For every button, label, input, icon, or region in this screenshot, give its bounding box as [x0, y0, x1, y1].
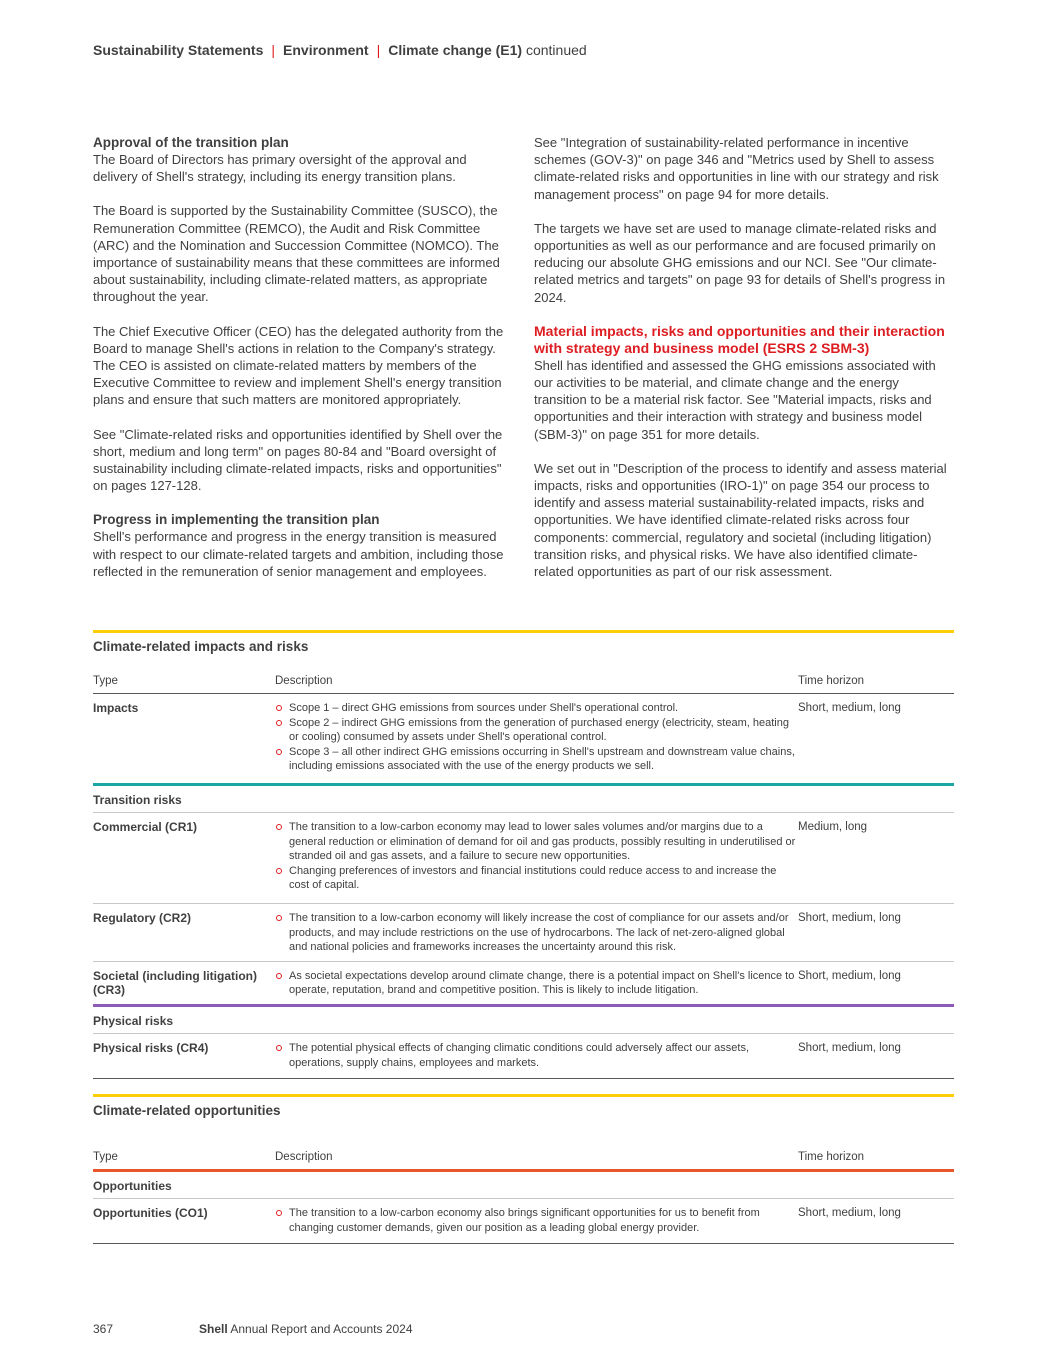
table-row: [93, 904, 954, 961]
paragraph: Shell has identified and assessed the GHG emissions associated with our activities to be material, and climate change and the energy transition to be a material risk factor. See "Material impacts, risks and opportunities and their interaction with strategy and business model (SBM-3)" on page 351 for more details.: [534, 357, 936, 442]
table-row: [93, 1199, 954, 1241]
row-time: Short, medium, long: [798, 702, 901, 714]
paragraph: See "Integration of sustainability-related performance in incentive schemes (GOV-3)" on page 346 and "Metrics used by Shell to assess climate-related risks and opportunities in line with our strategy and risk management process" on page 94 for more details.: [534, 135, 939, 202]
table-bottom-rule: [93, 1078, 954, 1079]
paragraph: The Board of Directors has primary oversight of the approval and delivery of Shell's strategy, including its energy transition plans.: [93, 152, 467, 185]
breadcrumb-continued: continued: [525, 42, 587, 58]
list-item: As societal expectations develop around climate change, there is a potential impact on Shell's licence to operate, reputation, brand and competitive position. This is likely to include litigation.: [275, 969, 798, 998]
list-item: Scope 3 – all other indirect GHG emissions occurring in Shell's upstream and downstream value chains, including emissions associated with the use of the energy products we sell.: [275, 745, 798, 774]
bullet-list: [275, 820, 798, 893]
breadcrumb-separator: |: [271, 42, 276, 58]
list-item: The transition to a low-carbon economy also brings significant opportunities for us to benefit from changing customer demands, given our position as a leading global energy provider.: [275, 1206, 798, 1235]
list-item: Scope 2 – indirect GHG emissions from the generation of purchased energy (electricity, steam, heating or cooling) consumed by assets under Shell's operational control.: [275, 716, 798, 745]
row-type: Impacts: [93, 701, 139, 715]
row-type: Commercial (CR1): [93, 819, 198, 834]
bullet-list: [275, 911, 798, 955]
list-item: Scope 1 – direct GHG emissions from sources under Shell's operational control.: [275, 701, 798, 716]
footer-brand: Shell: [199, 1322, 228, 1336]
paragraph: The targets we have set are used to manage climate-related risks and opportunities as well as our performance and are focused primarily on reducing our absolute GHG emissions and our NCI. See "Our climate-related metrics and targets" on page 93 for details of Shell's progress in 2024.: [534, 220, 946, 305]
list-item: The transition to a low-carbon economy will likely increase the cost of compliance for our assets and/or products, and may include restrictions on the use of hydrocarbons. The lack of net-zero-aligned global and national policies and frameworks increases the uncertainty around this risk.: [275, 911, 798, 955]
row-type: Physical risks (CR4): [93, 1040, 209, 1055]
right-column: [534, 134, 954, 597]
bullet-list: [275, 1206, 798, 1235]
breadcrumb-sustainability: Sustainability Statements: [93, 42, 264, 58]
page-number: 367: [93, 1322, 114, 1336]
group-opportunities: Opportunities: [93, 1179, 172, 1193]
footer-report-title: Annual Report and Accounts 2024: [230, 1322, 413, 1336]
col-time-horizon: Time horizon: [798, 1151, 865, 1163]
col-type: Type: [93, 1151, 118, 1163]
paragraph: Shell's performance and progress in the energy transition is measured with respect to our climate-related targets and ambition, including those reflected in the remuneration of senior management and employees.: [93, 529, 504, 579]
table-title: Climate-related impacts and risks: [93, 639, 309, 654]
paragraph: The Chief Executive Officer (CEO) has the delegated authority from the Board to manage Shell's actions in relation to the Company's strategy. The CEO is assisted on climate-related matters by members of the Executive Committee to review and implement Shell's energy transition plans and ensure that such matters are monitored appropriately.: [93, 323, 504, 408]
row-time: Short, medium, long: [798, 969, 901, 982]
list-item: Changing preferences of investors and financial institutions could reduce access to and increase the cost of capital.: [275, 864, 798, 893]
col-type: Type: [93, 675, 118, 687]
row-time: Short, medium, long: [798, 1041, 901, 1054]
col-time-horizon: Time horizon: [798, 675, 865, 687]
paragraph: We set out in "Description of the process to identify and assess material impacts, risks and opportunities (IRO-1)" on page 354 our process to identify and assess material sustainability-related impacts, risks and opportunities. We have identified climate-related risks across four components: commercial, regulatory and societal (including litigation) transition risks, and physical risks. We have also identified climate-related opportunities as part of our risk assessment.: [534, 460, 947, 580]
row-type: Regulatory (CR2): [93, 910, 192, 925]
table-header: [93, 1151, 954, 1169]
table-title: Climate-related opportunities: [93, 1103, 281, 1118]
opportunities-table: [93, 1094, 954, 1244]
breadcrumb: [93, 42, 587, 58]
list-item: The transition to a low-carbon economy may lead to lower sales volumes and/or margins due to a general reduction or elimination of demand for oil and gas products, possibly resulting in underutilised or stranded oil and gas assets, and a failure to secure new opportunities.: [275, 820, 798, 864]
left-column: [93, 134, 513, 597]
table-header: [93, 675, 954, 693]
col-description: Description: [275, 675, 333, 687]
row-time: Short, medium, long: [798, 911, 901, 924]
row-time: Short, medium, long: [798, 1207, 901, 1219]
row-type: Societal (including litigation) (CR3): [93, 968, 257, 998]
bullet-list: [275, 1041, 798, 1070]
row-type: Opportunities (CO1): [93, 1206, 208, 1220]
breadcrumb-separator: |: [376, 42, 381, 58]
breadcrumb-environment: Environment: [283, 42, 369, 58]
paragraph: The Board is supported by the Sustainability Committee (SUSCO), the Remuneration Committee (REMCO), the Audit and Risk Committee (ARC) and the Nomination and Succession Committee (NOMCO). The importance of sustainability means that these committees are informed about sustainability, including climate-related matters, as appropriate throughout the year.: [93, 203, 500, 305]
table-row: [93, 813, 954, 899]
heading-material-impacts: Material impacts, risks and opportunities and their interaction with strategy and business model (ESRS 2 SBM-3): [534, 322, 945, 356]
bullet-list: [275, 701, 798, 774]
col-description: Description: [275, 1151, 333, 1163]
table-bottom-rule: [93, 1243, 954, 1244]
heading-progress: Progress in implementing the transition plan: [93, 512, 380, 528]
table-row: [93, 694, 954, 780]
page-footer: [93, 1322, 413, 1336]
paragraph: See "Climate-related risks and opportunities identified by Shell over the short, medium and long term" on pages 80-84 and "Board oversight of sustainability including climate-related impacts, risks and opportunities" on pages 127-128.: [93, 426, 503, 494]
breadcrumb-climate-change: Climate change (E1): [388, 42, 523, 58]
row-time: Medium, long: [798, 820, 868, 833]
group-physical-risks: Physical risks: [93, 1013, 174, 1028]
table-row: [93, 962, 954, 1004]
bullet-list: [275, 969, 798, 998]
heading-approval: Approval of the transition plan: [93, 135, 289, 150]
list-item: The potential physical effects of changing climatic conditions could adversely affect our assets, operations, supply chains, employees and markets.: [275, 1041, 798, 1070]
impacts-risks-table: [93, 630, 954, 1079]
table-row: [93, 1034, 954, 1076]
group-transition-risks: Transition risks: [93, 792, 182, 807]
